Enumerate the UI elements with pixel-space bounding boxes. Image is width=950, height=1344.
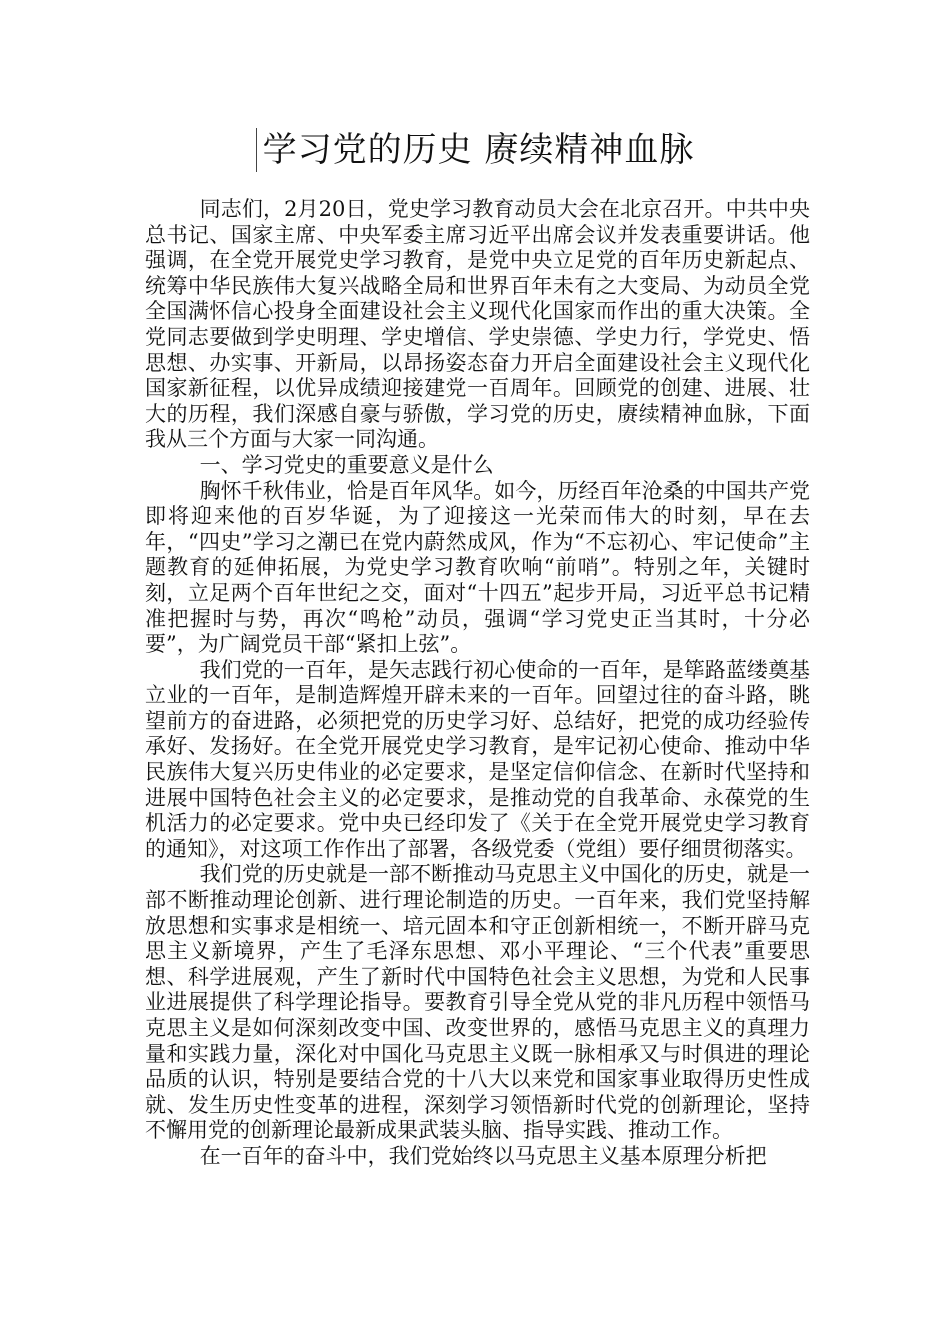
paragraph-intro: 同志们，2月20日，党史学习教育动员大会在北京召开。中共中央总书记、国家主席、中央军委主席习近平出席会议并发表重要讲话。他强调，在全党开展党史学习教育，是党中央立足党的百年历史新起点、统筹中华民族伟大复兴战略全局和世界百年未有之大变局、为动员全党全国满怀信心投身全面建设社会主义现代化国家而作出的重大决策。全党同志要做到学史明理、学史增信、学史崇德、学史力行，学党史、悟思想、办实事、开新局，以昂扬姿态奋力开启全面建设社会主义现代化国家新征程，以优异成绩迎接建党一百周年。回顾党的创建、进展、壮大的历程，我们深感自豪与骄傲，学习党的历史，赓续精神血脉，下面我从三个方面与大家一同沟通。 [145, 197, 810, 452]
paragraph: 我们党的历史就是一部不断推动马克思主义中国化的历史，就是一部不断推动理论创新、进行理论制造的历史。一百年来，我们党坚持解放思想和实事求是相统一、培元固本和守正创新相统一，不断开辟马克思主义新境界，产生了毛泽东思想、邓小平理论、“三个代表”重要思想、科学进展观，产生了新时代中国特色社会主义思想，为党和人民事业进展提供了科学理论指导。要教育引导全党从党的非凡历程中领悟马克思主义是如何深刻改变中国、改变世界的，感悟马克思主义的真理力量和实践力量，深化对中国化马克思主义既一脉相承又与时俱进的理论品质的认识，特别是要结合党的十八大以来党和国家事业取得历史性成就、发生历史性变革的进程，深刻学习领悟新时代党的创新理论，坚持不懈用党的创新理论最新成果武装头脑、指导实践、推动工作。 [145, 862, 810, 1143]
section-heading: 一、学习党史的重要意义是什么 [199, 452, 494, 477]
paragraph: 胸怀千秋伟业，恰是百年风华。如今，历经百年沧桑的中国共产党即将迎来他的百岁华诞，为了迎接这一光荣而伟大的时刻，早在去年，“四史”学习之潮已在党内蔚然成风，作为“不忘初心、牢记使命”主题教育的延伸拓展，为党史学习教育吹响“前哨”。特别之年，关键时刻，立足两个百年世纪之交，面对“十四五”起步开局，习近平总书记精准把握时与势，再次“鸣枪”动员，强调“学习党史正当其时，十分必要”，为广阔党员干部“紧扣上弦”。 [145, 478, 810, 657]
title-container [0, 128, 950, 172]
paragraph: 我们党的一百年，是矢志践行初心使命的一百年，是筚路蓝缕奠基立业的一百年，是制造辉煌开辟未来的一百年。回望过往的奋斗路，眺望前方的奋进路，必须把党的历史学习好、总结好，把党的成功经验传承好、发扬好。在全党开展党史学习教育，是牢记初心使命、推动中华民族伟大复兴历史伟业的必定要求，是坚定信仰信念、在新时代坚持和进展中国特色社会主义的必定要求，是推动党的自我革命、永葆党的生机活力的必定要求。党中央已经印发了《关于在全党开展党史学习教育的通知》，对这项工作作出了部署，各级党委（党组）要仔细贯彻落实。 [145, 657, 810, 861]
document-body [145, 197, 810, 1170]
document-title: 学习党的历史 赓续精神血脉 [256, 128, 695, 172]
paragraph: 在一百年的奋斗中，我们党始终以马克思主义基本原理分析把 [199, 1143, 767, 1168]
